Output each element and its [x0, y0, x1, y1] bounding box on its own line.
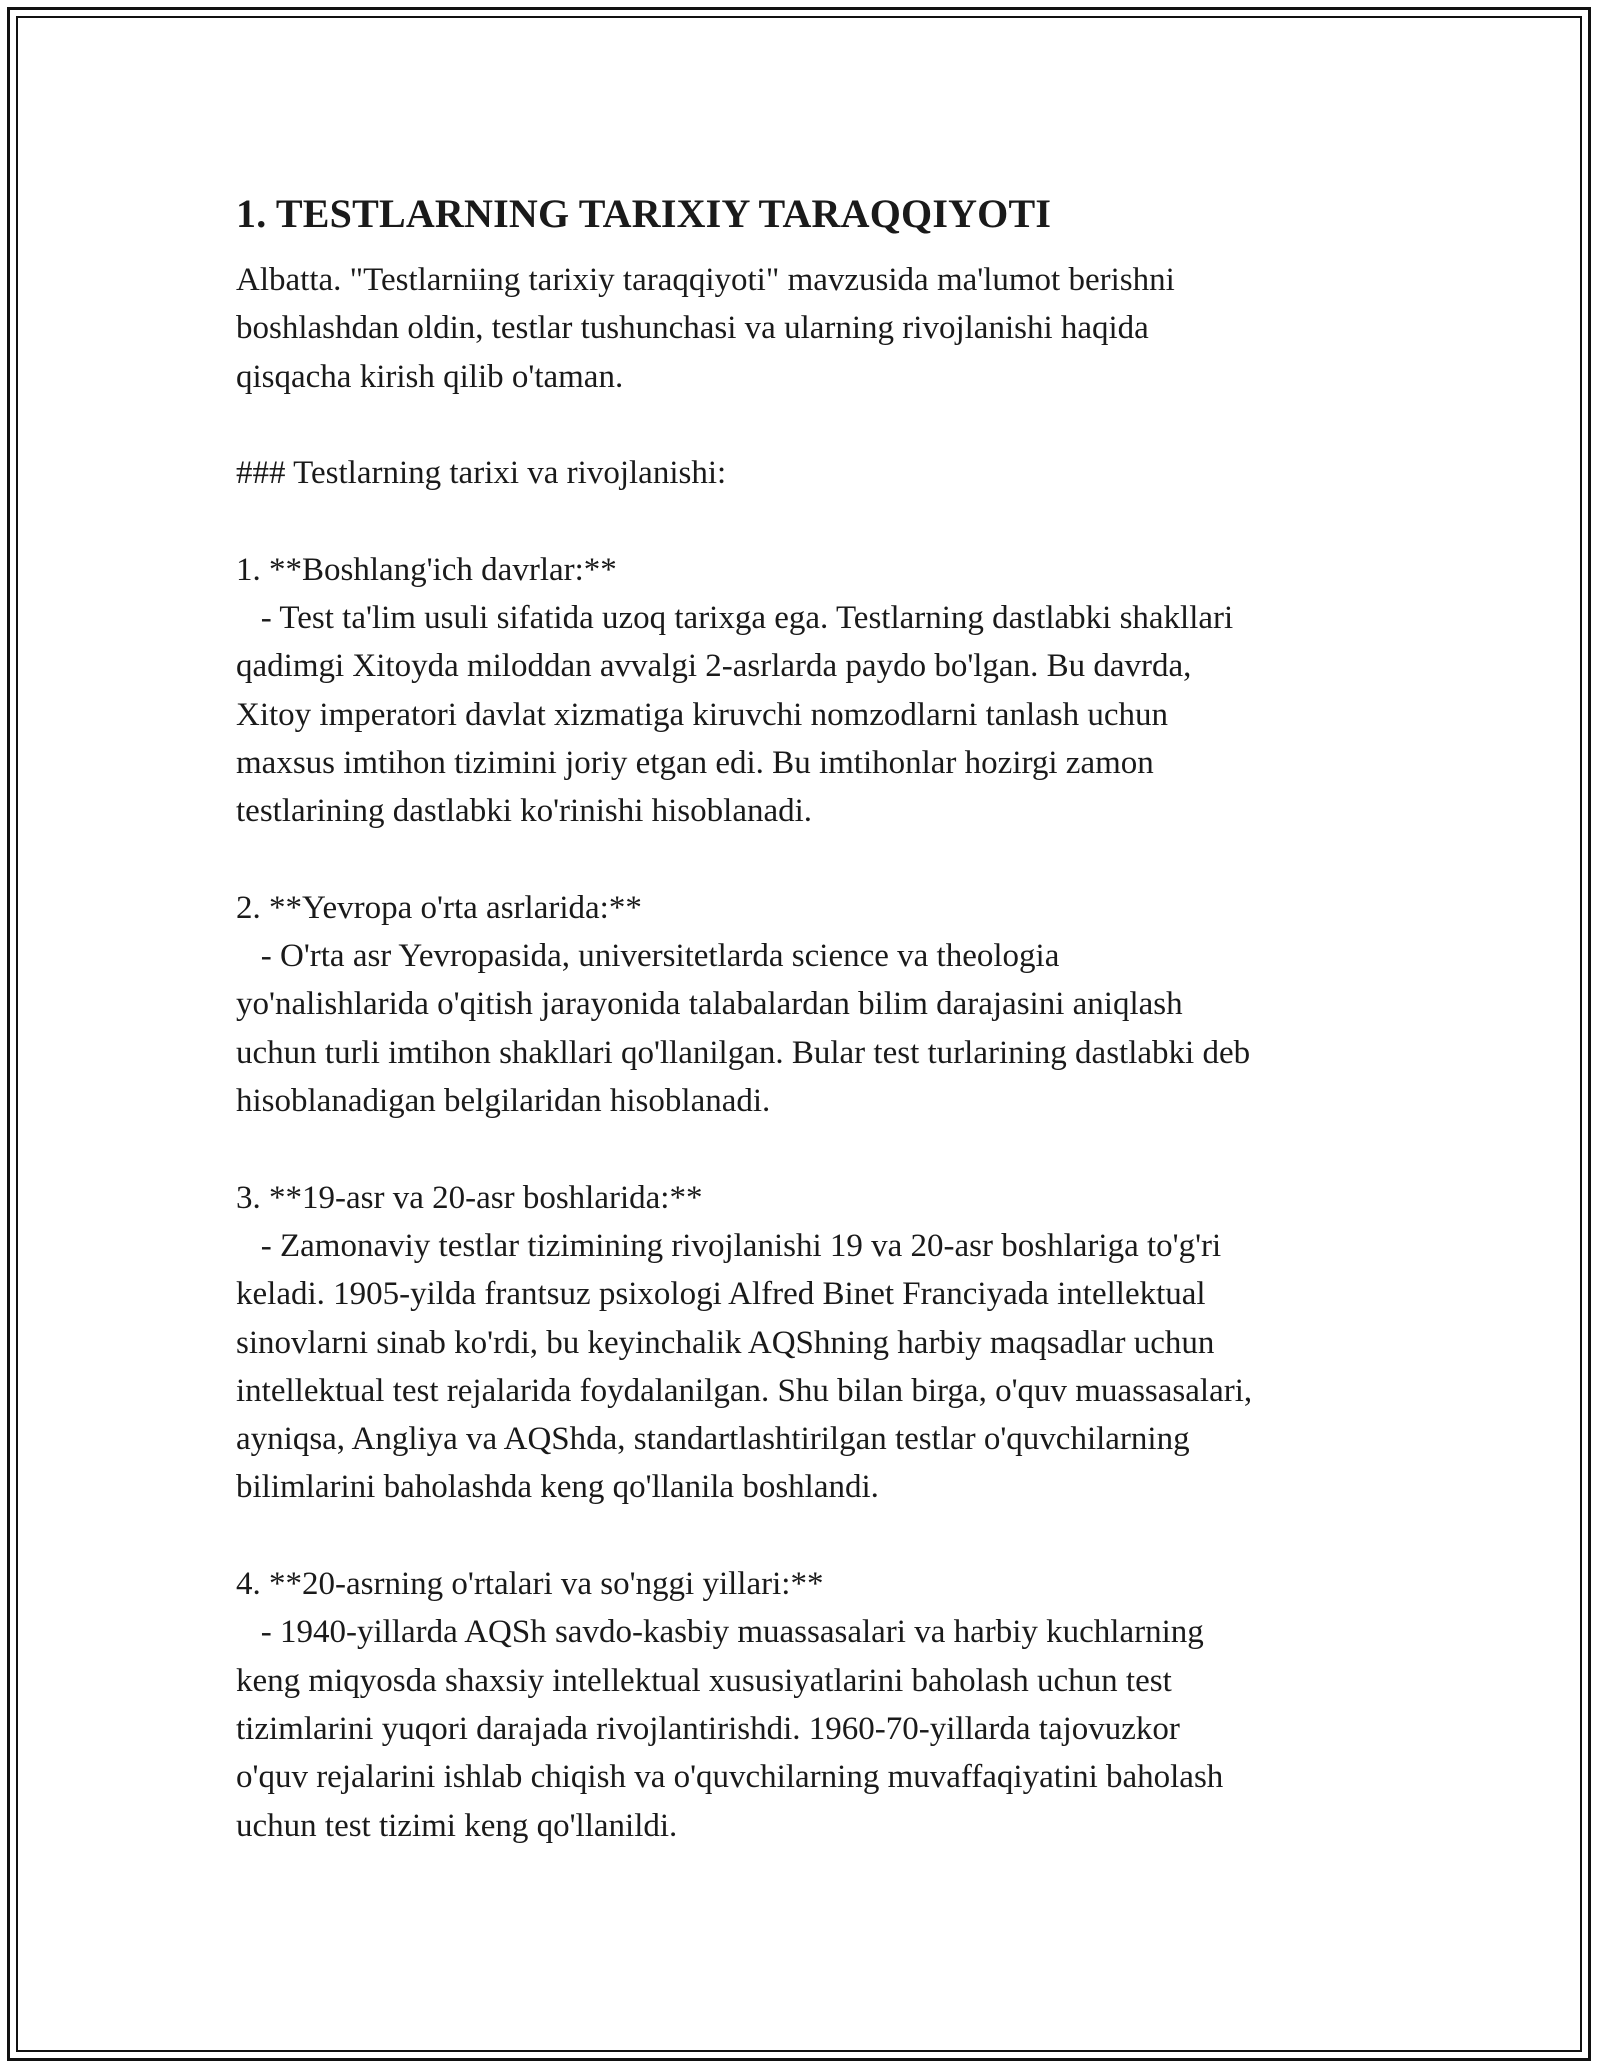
- text-line: Xitoy imperatori davlat xizmatiga kiruvchi nomzodlarni tanlash uchun: [236, 696, 1168, 733]
- text-line: maxsus imtihon tizimini joriy etgan edi. Bu imtihonlar hozirgi zamon: [236, 744, 1154, 781]
- text-line: - Test ta'lim usuli sifatida uzoq tarixga ega. Testlarning dastlabki shakllari: [236, 600, 1234, 637]
- text-line: uchun turli imtihon shakllari qo'llanilgan. Bular test turlarining dastlabki deb: [236, 1034, 1251, 1071]
- text-line: 3. **19-asr va 20-asr boshlarida:**: [236, 1179, 703, 1216]
- text-line: o'quv rejalarini ishlab chiqish va o'quvchilarning muvaffaqiyatini baholash: [236, 1759, 1224, 1796]
- blank-line: [236, 1512, 1376, 1560]
- text-line: testlarining dastlabki ko'rinishi hisoblanadi.: [236, 793, 813, 830]
- text-line: 1. **Boshlang'ich davrlar:**: [236, 551, 617, 588]
- text-line: hisoblanadigan belgilaridan hisoblanadi.: [236, 1083, 771, 1120]
- blank-line: [236, 497, 1376, 545]
- blank-line: [236, 836, 1376, 884]
- document-title: 1. TESTLARNING TARIXIY TARAQQIYOTI: [236, 191, 1052, 236]
- text-line: uchun test tizimi keng qo'llanildi.: [236, 1807, 678, 1844]
- text-line: ### Testlarning tarixi va rivojlanishi:: [236, 455, 727, 492]
- text-line: Albatta. "Testlarniing tarixiy taraqqiyoti" mavzusida ma'lumot berishni: [236, 262, 1175, 298]
- text-line: bilimlarini baholashda keng qo'llanila boshlandi.: [236, 1469, 879, 1506]
- text-line: sinovlarni sinab ko'rdi, bu keyinchalik AQShning harbiy maqsadlar uchun: [236, 1324, 1215, 1361]
- text-line: yo'nalishlarida o'qitish jarayonida talabalardan bilim darajasini aniqlash: [236, 986, 1183, 1023]
- document-text: [236, 256, 1376, 1850]
- blank-line: [236, 1125, 1376, 1173]
- blank-line: [236, 401, 1376, 449]
- text-line: 2. **Yevropa o'rta asrlarida:**: [236, 889, 642, 926]
- text-line: qadimgi Xitoyda miloddan avvalgi 2-asrlarda paydo bo'lgan. Bu davrda,: [236, 648, 1192, 685]
- text-line: ayniqsa, Angliya va AQShda, standartlashtirilgan testlar o'quvchilarning: [236, 1421, 1190, 1458]
- document-body: [236, 186, 1376, 1850]
- text-line: boshlashdan oldin, testlar tushunchasi va ularning rivojlanishi haqida: [236, 310, 1149, 347]
- text-line: - O'rta asr Yevropasida, universitetlarda science va theologia: [236, 938, 1060, 975]
- text-line: 4. **20-asrning o'rtalari va so'nggi yillari:**: [236, 1566, 824, 1603]
- text-line: qisqacha kirish qilib o'taman.: [236, 358, 624, 395]
- text-line: - 1940-yillarda AQSh savdo-kasbiy muassasalari va harbiy kuchlarning: [236, 1614, 1204, 1651]
- text-line: keladi. 1905-yilda frantsuz psixologi Alfred Binet Franciyada intellektual: [236, 1276, 1206, 1313]
- text-line: - Zamonaviy testlar tizimining rivojlanishi 19 va 20-asr boshlariga to'g'ri: [236, 1227, 1222, 1264]
- text-line: tizimlarini yuqori darajada rivojlantirishdi. 1960-70-yillarda tajovuzkor: [236, 1710, 1180, 1747]
- text-line: keng miqyosda shaxsiy intellektual xususiyatlarini baholash uchun test: [236, 1662, 1172, 1699]
- text-line: intellektual test rejalarida foydalanilgan. Shu bilan birga, o'quv muassasalari,: [236, 1372, 1253, 1409]
